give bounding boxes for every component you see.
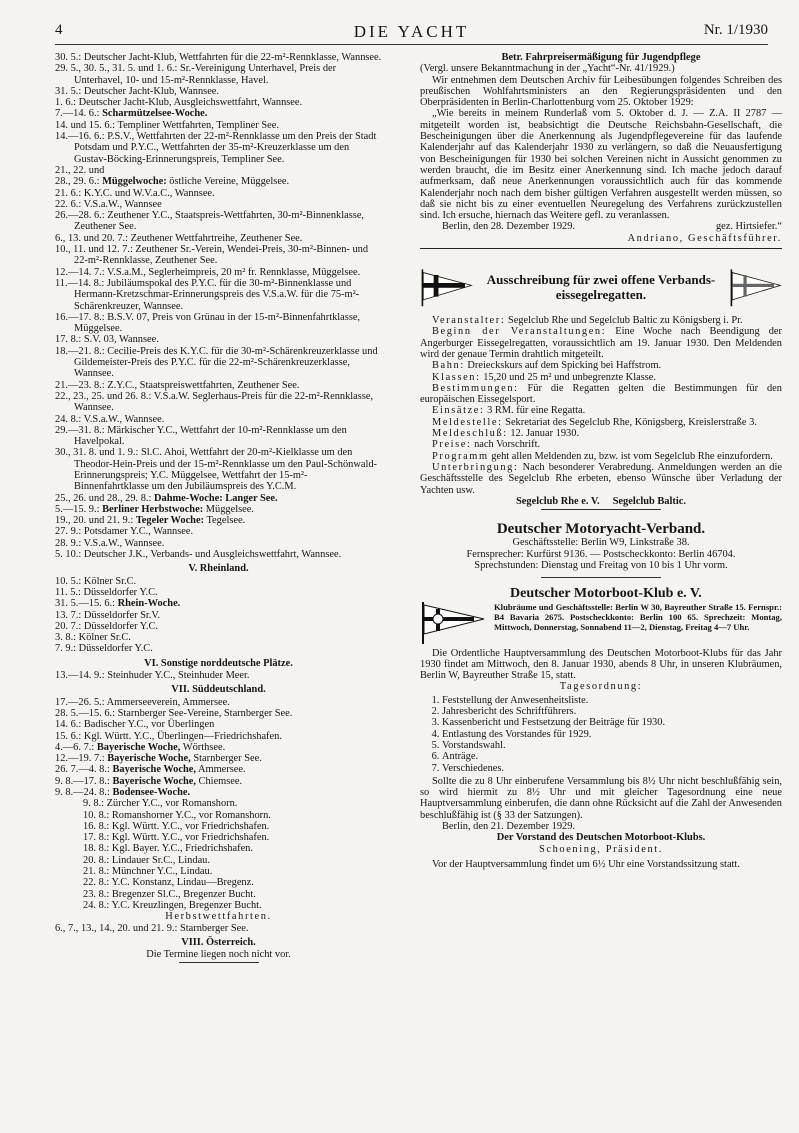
agenda-item: 7. Verschiedenes. xyxy=(442,763,782,774)
section-rule xyxy=(420,248,782,249)
entries-a xyxy=(55,52,382,108)
list-item: 23. 8.: Bregenzer Sl.C., Bregenzer Bucht. xyxy=(83,888,256,900)
dahme-entry: 25., 26. und 28., 29. 8.: Dahme-Woche: Langer See. xyxy=(55,492,278,504)
ausschreibung-label: Klassen: xyxy=(432,371,481,383)
ausschreibung-text: Für die Regatten gelten die Bestimmungen für den europäischen Eissegelsport. xyxy=(420,382,782,406)
list-item: 28. 5.—15. 6.: Starnberger See-Vereine, Starnberger See. xyxy=(55,707,293,719)
nord-list xyxy=(55,670,382,681)
short-rule-2 xyxy=(541,577,661,578)
ausschreibung-item xyxy=(420,417,782,428)
list-item: 27. 9.: Potsdamer Y.C., Wannsee. xyxy=(55,526,194,538)
list-item: 31. 5.: Deutscher Jacht-Klub, Wannsee. xyxy=(55,85,220,97)
list-item: 14.—16. 6.: P.S.V., Wettfahrten der 22-m²-Rennklasse um den Preis der Stadt Potsdam und P.Y.C., Wettfahrten der 35-m²-Kreuzerklasse um den Gustav-Böcking-Erinnerungspreis, Templiner See. xyxy=(55,131,377,165)
agenda-item: 1. Feststellung der Anwesenheitsliste. xyxy=(442,695,782,706)
ausschreibung-list xyxy=(420,315,782,496)
list-item: 5. 10.: Deutscher J.K., Verbands- und Ausgleichswettfahrt, Wannsee. xyxy=(55,549,342,561)
list-item: 10. 5.: Kölner Sr.C. xyxy=(55,575,137,587)
list-item: 30., 31. 8. und 1. 9.: Sl.C. Ahoi, Wettfahrt der 20-m²-Kielklasse um den Theodor-Hein-Preis und der 15-m²-Rennklasse um den Paul-Schönwald-Erinnerungspreis; Y.C. Müggelsee, Wettfahrt der 15-m²-Binnenfahrtklasse um den Jubiläumspreis des Y.C.M. xyxy=(55,447,378,493)
ausschreibung-label: Einsätze: xyxy=(432,405,485,417)
list-item: 1. 6.: Deutscher Jacht-Klub, Ausgleichswettfahrt, Wannsee. xyxy=(55,97,303,109)
list-item: 7. 9.: Düsseldorfer Y.C. xyxy=(55,643,153,655)
rhein-a xyxy=(55,576,382,599)
flag-icon-rhe xyxy=(420,263,473,311)
ausschreibung-label: Beginn der Veranstaltungen: xyxy=(432,326,607,338)
ausschreibung-item xyxy=(420,383,782,406)
ausschreibung-item xyxy=(420,462,782,496)
end-rule xyxy=(179,962,259,963)
ausschreibung-header xyxy=(420,263,782,311)
list-item: 15. 6.: Kgl. Württ. Y.C., Überlingen—Friedrichshafen. xyxy=(55,730,282,742)
list-item: 16.—17. 8.: B.S.V. 07, Preis von Grünau in der 15-m²-Binnenfahrtklasse, Müggelsee. xyxy=(55,311,361,335)
list-item: 6., 13. und 20. 7.: Zeuthener Wettfahrtreihe, Zeuthener See. xyxy=(55,232,303,244)
page-number: 4 xyxy=(55,22,63,38)
list-item: 6., 7., 13., 14., 20. und 21. 9.: Starnberger See. xyxy=(55,922,249,934)
list-item: 14. 6.: Badischer Y.C., vor Überlingen xyxy=(55,719,215,731)
herbstwettfahrten-heading: Herbstwettfahrten. xyxy=(165,911,272,923)
list-item: 18.—21. 8.: Cecilie-Preis des K.Y.C. für die 30-m²-Schärenkreuzerklasse und Gildemeister-Preis des P.Y.C. für die 22-m²-Schärenkreuzerklasse, Wannsee. xyxy=(55,345,378,380)
ausschreibung-text: Eine Woche nach Beendigung der Angerburger Eissegelregatten, voraussichtlich am 19. Januar 1930. Den Meldenden wird der genaue Termin drahtlich mitgeteilt. xyxy=(420,326,782,360)
agenda-item: 3. Kassenbericht und Festsetzung der Beiträge für 1930. xyxy=(442,717,782,728)
ausschreibung-label: Preise: xyxy=(432,439,472,451)
dmk-body-2: Sollte die zu 8 Uhr einberufene Versammlung bis 8½ Uhr nicht beschlußfähig sein, so wird hiermit zu 8½ Uhr und mit gleicher Tagesordnung eine neue Hauptversammlung einberufen, die dann ohne Rücksicht auf die Zahl der Anwesenden beschlußfähig ist (§ 33 der Satzungen). xyxy=(420,775,782,821)
list-item: 22. 8.: Y.C. Konstanz, Lindau—Bregenz. xyxy=(83,877,254,889)
list-item: 20. 8.: Lindauer Sr.C., Lindau. xyxy=(83,854,210,866)
bayerische-woche-1: 4.—6. 7.: Bayerische Woche, Wörthsee. xyxy=(55,741,226,753)
dmk-president: Schoening, Präsident. xyxy=(539,843,663,855)
agenda-item: 2. Jahresbericht des Schriftführers. xyxy=(442,706,782,717)
agenda-item: 6. Anträge. xyxy=(442,751,782,762)
ausschreibung-item xyxy=(420,360,782,371)
ausschreibung-label: Bahn: xyxy=(432,360,465,372)
list-item: 16. 8.: Kgl. Württ. Y.C., vor Friedrichshafen. xyxy=(83,820,270,832)
fahrpreis-quote: „Wie bereits in meinem Runderlaß vom 5. Oktober d. J. — Z.A. II 2787 — mitgeteilt worden ist, beabsichtigt die Deutsche Reichsbahn-Gesellschaft, die Bescheinigungen über die Anerkennung als Jugendpflegevereine für das laufende Kalenderjahr auf das Kalenderjahr 1930 zu verlängern, so daß die Neuausfertigung von Bescheinigungen für 1930 bei solchen Vereinen nicht in Aussicht genommen zu werden braucht, die im Besitz einer Anerkennung sind. Ich mache jedoch darauf aufmerksam, daß neue Anerkennungen voraussichtlich auch für das kommende Kalenderjahr noch nach dem bisher gültigen Verfahren ausgestellt werden müssen, so daß sie nicht bis zu einer eventuellen Neuregelung des Verfahrens zurückzustellen sind. Ich ersuche, hiernach das Weitere gefl. zu veranlassen. xyxy=(420,108,782,222)
list-item: 13.—14. 9.: Steinhuder Y.C., Steinhuder Meer. xyxy=(55,670,250,682)
section-sueddeutschland-heading: VII. Süddeutschland. xyxy=(171,684,266,696)
dmk-vorstand: Der Vorstand des Deutschen Motorboot-Klubs. xyxy=(496,832,706,844)
header-rule xyxy=(55,44,768,45)
list-item: 24. 8.: V.S.a.W., Wannsee. xyxy=(55,413,165,425)
dmv-lines xyxy=(420,537,782,571)
ausschreibung-item xyxy=(420,372,782,383)
ausschreibung-label: Meldeschluß: xyxy=(432,428,508,440)
short-rule xyxy=(541,509,661,510)
bodensee-woche: 9. 8.—24. 8.: Bodensee-Woche. xyxy=(55,787,191,798)
herbstwoche-entry: 5.—15. 9.: Berliner Herbstwoche: Müggelsee. xyxy=(55,503,254,515)
ausschreibung-item xyxy=(420,405,782,416)
tagesordnung-label: Tagesordnung: xyxy=(559,681,643,693)
ausschreibung-text: nach Vorschrift. xyxy=(471,439,541,451)
fahrpreis-signature: gez. Hirtsiefer.“ xyxy=(715,221,782,233)
ausschreibung-item xyxy=(420,326,782,360)
list-item: 13. 7.: Düsseldorfer Sr.V. xyxy=(55,609,161,621)
agenda-item: 5. Vorstandswahl. xyxy=(442,740,782,751)
section-rheinland-heading: V. Rheinland. xyxy=(188,563,249,575)
issue-number: Nr. 1/1930 xyxy=(703,22,768,38)
ausschreibung-item xyxy=(420,439,782,450)
flag-icon-baltic xyxy=(729,263,782,311)
ausschreibung-title: Ausschreibung für zwei offene Verbands-eissegelregatten. xyxy=(486,272,716,303)
list-item: 21. 6.: K.Y.C. und W.V.a.C., Wannsee. xyxy=(55,187,215,199)
scharmuetzelsee-entry: 7.—14. 6.: Scharmützelsee-Woche. xyxy=(55,108,208,120)
sued-b xyxy=(55,798,382,911)
agenda-item: 4. Entlastung des Vorstandes für 1929. xyxy=(442,729,782,740)
list-item: 22., 23., 25. und 26. 8.: V.S.a.W. Seglerhaus-Preis für die 22-m²-Rennklasse, Wannsee. xyxy=(55,390,374,414)
list-item: 12.—14. 7.: V.S.a.M., Seglerheimpreis, 20 m² fr. Rennklasse, Müggelsee. xyxy=(55,266,361,278)
list-item: 17. 8.: Kgl. Württ. Y.C., vor Friedrichshafen. xyxy=(83,832,270,844)
fahrpreis-date-line xyxy=(420,221,782,232)
dmk-date: Berlin, den 21. Dezember 1929. xyxy=(442,821,576,833)
ausschreibung-label: Meldestelle: xyxy=(432,416,503,428)
section-oesterreich-heading: VIII. Österreich. xyxy=(181,936,256,948)
rhein-b xyxy=(55,610,382,655)
rhein-woche-entry: 31. 5.—15. 6.: Rhein-Woche. xyxy=(55,598,181,610)
fahrpreis-title: Betr. Fahrpreisermäßigung für Jugendpflege xyxy=(501,52,701,63)
ausschreibung-item xyxy=(420,428,782,439)
sued-a xyxy=(55,697,382,742)
list-item: Geschäftsstelle: Berlin W9, Linkstraße 38. xyxy=(512,537,690,549)
tegeler-entry: 19., 20. und 21. 9.: Tegeler Woche: Tegelsee. xyxy=(55,515,246,527)
ausschreibung-text: Segelclub Rhe und Segelclub Baltic zu Königsberg i. Pr. xyxy=(505,315,743,327)
ausschreibung-text: 3 RM. für eine Regatta. xyxy=(484,405,586,417)
entries-d xyxy=(55,526,382,560)
page-header xyxy=(55,22,768,44)
list-item: 11. 5.: Düsseldorfer Y.C. xyxy=(55,586,158,598)
section-norddeutsch-heading: VI. Sonstige norddeutsche Plätze. xyxy=(144,657,293,669)
fahrpreis-ref: (Vergl. unsere Bekanntmachung in der „Yacht“-Nr. 41/1929.) xyxy=(420,63,675,75)
left-column xyxy=(55,52,382,963)
fahrpreis-date: Berlin, den 28. Dezember 1929. xyxy=(442,221,576,233)
right-column xyxy=(420,52,782,870)
fahrpreis-signer: Andriano, Geschäftsführer. xyxy=(627,232,782,244)
ausschreibung-text: geht allen Meldenden zu, bzw. ist vom Segelclub Rhe einzufordern. xyxy=(488,450,773,462)
ausschreibung-label: Veranstalter: xyxy=(432,315,506,327)
list-item: 14. und 15. 6.: Templiner Wettfahrten, Templiner See. xyxy=(55,119,279,131)
ausschreibung-text: 12. Januar 1930. xyxy=(507,428,580,440)
mueggelwoche-entry: 28., 29. 6.: Müggelwoche: östliche Vereine, Müggelsee. xyxy=(55,176,290,188)
ausschreibung-text: Sekretariat des Segelclub Rhe, Königsberg, Kreislerstraße 3. xyxy=(502,416,757,428)
ausschreibung-item xyxy=(420,315,782,326)
ausschreibung-signatures: Segelclub Rhe e. V. Segelclub Baltic. xyxy=(516,495,686,507)
list-item: 20. 7.: Düsseldorfer Y.C. xyxy=(55,620,159,632)
list-item: Sprechstunden: Dienstag und Freitag von 10 bis 1 Uhr vorm. xyxy=(474,559,728,571)
bayerische-woche-3: 26. 7.—4. 8.: Bayerische Woche, Ammersee. xyxy=(55,764,246,776)
tagesordnung-list xyxy=(420,695,782,774)
ausschreibung-text: 15,20 und 25 m² und unbegrenzte Klasse. xyxy=(480,371,656,383)
list-item: 22. 6.: V.S.a.W., Wannsee xyxy=(55,198,162,210)
list-item: 18. 8.: Kgl. Bayer. Y.C., Friedrichshafen. xyxy=(83,843,253,855)
dmk-footer: Vor der Hauptversammlung findet um 6½ Uhr eine Vorstandssitzung statt. xyxy=(432,858,740,870)
list-item: 29. 5., 30. 5., 31. 5. und 1. 6.: Sr.-Vereinigung Unterhavel, Preis der Unterhavel, 10- und 15-m²-Rennklasse, Havel. xyxy=(55,63,337,86)
list-item: 17. 8.: S.V. 03, Wannsee. xyxy=(55,334,159,346)
list-item: 21., 22. und xyxy=(55,164,105,176)
dmk-body: Die Ordentliche Hauptversammlung des Deutschen Motorboot-Klubs für das Jahr 1930 findet am Mittwoch, den 8. Januar 1930, abends 8 Uhr, in unseren Klubräumen, Berlin W, Bayreuther Straße 15, statt. xyxy=(420,647,782,682)
dmk-info: Klubräume und Geschäftsstelle: Berlin W 30, Bayreuther Straße 15. Fernspr.: B4 Bavaria 2675. Postscheckkonto: Berlin 100 65. Sprechzeit: Montag, Mittwoch, Donnerstag, Sonnabend 11—2, Dienstag, Freitag 4—7 Uhr. xyxy=(494,601,782,632)
journal-title: DIE YACHT xyxy=(353,22,470,41)
list-item: 21.—23. 8.: Z.Y.C., Staatspreiswettfahrten, Zeuthener See. xyxy=(55,379,300,391)
list-item: 11.—14. 8.: Jubiläumspokal des P.Y.C. für die 30-m²-Binnenklasse und Hermann-Kretzschmar-Erinnerungspreis des V.S.a.W. für die 75-m²-Schärenkreuzer, Wannsee. xyxy=(55,277,360,312)
dmv-title: Deutscher Motoryacht-Verband. xyxy=(496,521,706,538)
ausschreibung-item xyxy=(420,451,782,462)
list-item: 28. 9.: V.S.a.W., Wannsee. xyxy=(55,537,165,549)
dmk-header xyxy=(420,602,782,644)
list-item: 29.—31. 8.: Märkischer Y.C., Wettfahrt der 10-m²-Rennklasse um den Havelpokal. xyxy=(55,424,347,448)
fahrpreis-body: Wir entnehmen dem Deutschen Archiv für Leibesübungen folgendes Schreiben des preußischen Wohlfahrtsministers an den Regierungspräsidenten und den Oberpräsidenten in Berlin-Charlottenburg vom 25. Oktober 1929: xyxy=(420,74,782,109)
bayerische-woche-4: 9. 8.—17. 8.: Bayerische Woche, Chiemsee. xyxy=(55,775,243,787)
entries-b xyxy=(55,120,382,176)
list-item: 3. 8.: Kölner Sr.C. xyxy=(55,632,131,644)
list-item: 9. 8.: Zürcher Y.C., vor Romanshorn. xyxy=(83,798,238,810)
sued-c xyxy=(55,923,382,934)
ausschreibung-text: Nach besonderer Verabredung. Anmeldungen werden an die Geschäftsstelle des Segelclub Rhe erbeten, ebenso Wünsche über Verladung der Yachten usw. xyxy=(420,461,782,496)
list-item: 30. 5.: Deutscher Jacht-Klub, Wettfahrten für die 22-m²-Rennklasse, Wannsee. xyxy=(55,52,382,63)
list-item: 24. 8.: Y.C. Kreuzlingen, Bregenzer Bucht. xyxy=(83,899,262,911)
entries-c xyxy=(55,188,382,493)
ausschreibung-label: Programm xyxy=(432,450,489,462)
ausschreibung-text: Dreieckskurs auf dem Spicking bei Haffstrom. xyxy=(464,360,662,372)
oesterreich-note: Die Termine liegen noch nicht vor. xyxy=(146,949,291,961)
list-item: 17.—26. 5.: Ammerseeverein, Ammersee. xyxy=(55,696,230,708)
list-item: 10., 11. und 12. 7.: Zeuthener Sr.-Verein, Wendei-Preis, 30-m²-Binnen- und 22-m²-Rennklasse, Zeuthener See. xyxy=(55,244,369,267)
bayerische-woche-2: 12.—19. 7.: Bayerische Woche, Starnberger See. xyxy=(55,753,262,765)
list-item: 10. 8.: Romanshorner Y.C., vor Romanshorn. xyxy=(83,809,271,821)
list-item: 26.—28. 6.: Zeuthener Y.C., Staatspreis-Wettfahrten, 30-m²-Binnenklasse, Zeuthener See. xyxy=(55,210,365,233)
ausschreibung-label: Unterbringung: xyxy=(432,461,519,473)
list-item: Fernsprecher: Kurfürst 9136. — Postscheckkonto: Berlin 46704. xyxy=(466,548,736,560)
dmk-title: Deutscher Motorboot-Klub e. V. xyxy=(510,586,702,602)
flag-icon-dmk xyxy=(420,602,486,644)
ausschreibung-label: Bestimmungen: xyxy=(432,382,519,394)
list-item: 21. 8.: Münchner Y.C., Lindau. xyxy=(83,866,213,878)
